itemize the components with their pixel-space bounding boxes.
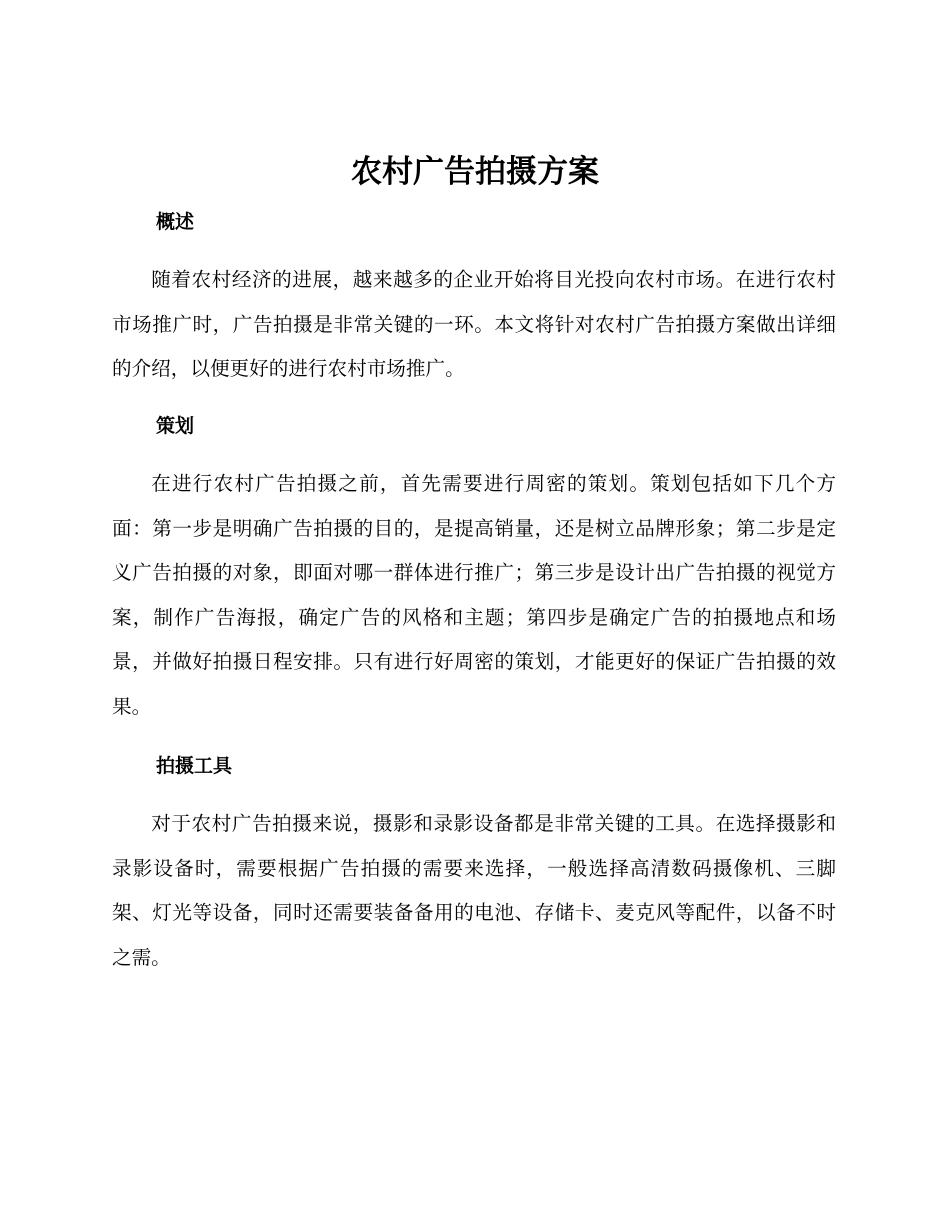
- section-heading-overview: 概述: [156, 211, 195, 233]
- section-body-planning: 在进行农村广告拍摄之前，首先需要进行周密的策划。策划包括如下几个方面：第一步是明确广告拍摄的目的，是提高销量，还是树立品牌形象；第二步是定义广告拍摄的对象，即面对哪一群体进行推广；第三步是设计出广告拍摄的视觉方案，制作广告海报，确定广告的风格和主题；第四步是确定广告的拍摄地点和场景，并做好拍摄日程安排。只有进行好周密的策划，才能更好的保证广告拍摄的效果。: [112, 472, 836, 718]
- section-heading-tools: 拍摄工具: [156, 755, 233, 777]
- section-body-tools: 对于农村广告拍摄来说，摄影和录影设备都是非常关键的工具。在选择摄影和录影设备时，需要根据广告拍摄的需要来选择，一般选择高清数码摄像机、三脚架、灯光等设备，同时还需要装备备用的电池、存储卡、麦克风等配件，以备不时之需。: [112, 812, 836, 969]
- section-overview: [112, 202, 836, 392]
- document-title: 农村广告拍摄方案: [351, 154, 599, 190]
- section-body-overview: 随着农村经济的进展，越来越多的企业开始将目光投向农村市场。在进行农村市场推广时，广告拍摄是非常关键的一环。本文将针对农村广告拍摄方案做出详细的介绍，以便更好的进行农村市场推广。: [112, 268, 836, 380]
- section-tools: [112, 746, 836, 980]
- section-heading-planning: 策划: [156, 415, 195, 437]
- section-planning: [112, 406, 836, 729]
